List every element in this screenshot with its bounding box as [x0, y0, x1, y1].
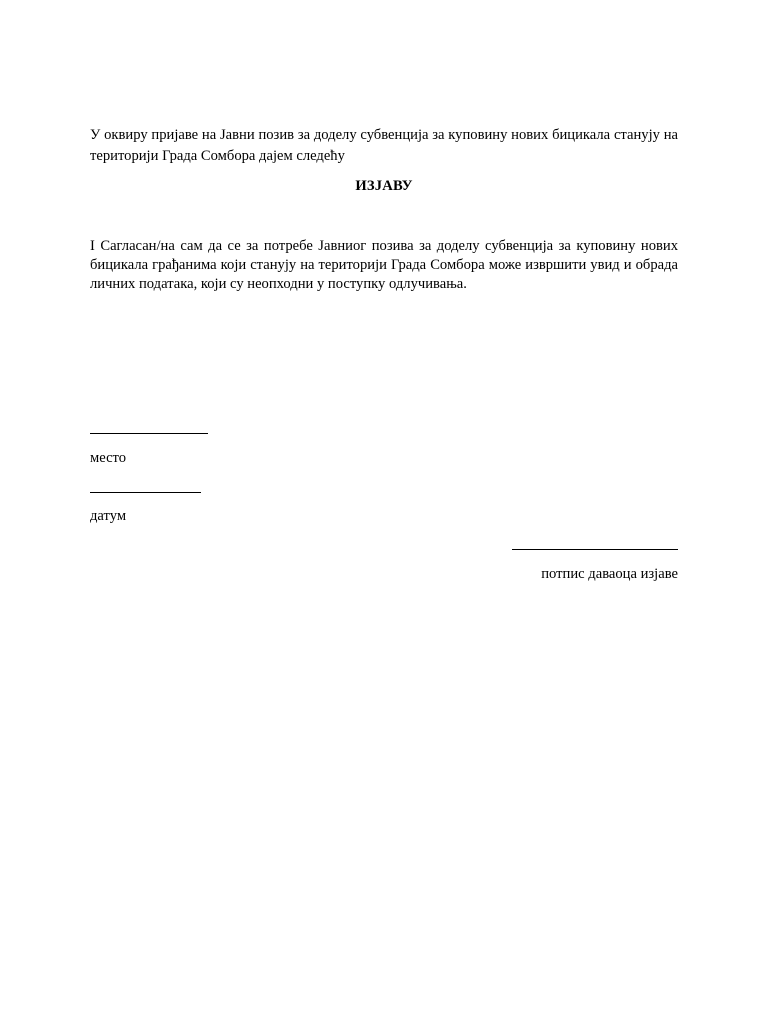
date-label: датум: [90, 508, 127, 524]
signature-label: потпис даваоца изјаве: [541, 566, 678, 582]
place-signature-line: [90, 433, 208, 434]
date-signature-line: [90, 492, 201, 493]
signature-line: [512, 549, 678, 550]
consent-statement: I Сагласан/на сам да се за потребе Јавниог позива за доделу субвенција за куповину нових бицикала грађанима који станују на територији Града Сомбора може извршити увид и обрада личних података, који су неопходни у поступку одлучивања.: [90, 238, 678, 292]
document-heading: ИЗЈАВУ: [355, 178, 413, 194]
intro-paragraph: У оквиру пријаве на Јавни позив за доделу субвенција за куповину нових бицикала станују на територији Града Сомбора дајем следећу: [90, 127, 678, 164]
place-label: место: [90, 450, 127, 466]
